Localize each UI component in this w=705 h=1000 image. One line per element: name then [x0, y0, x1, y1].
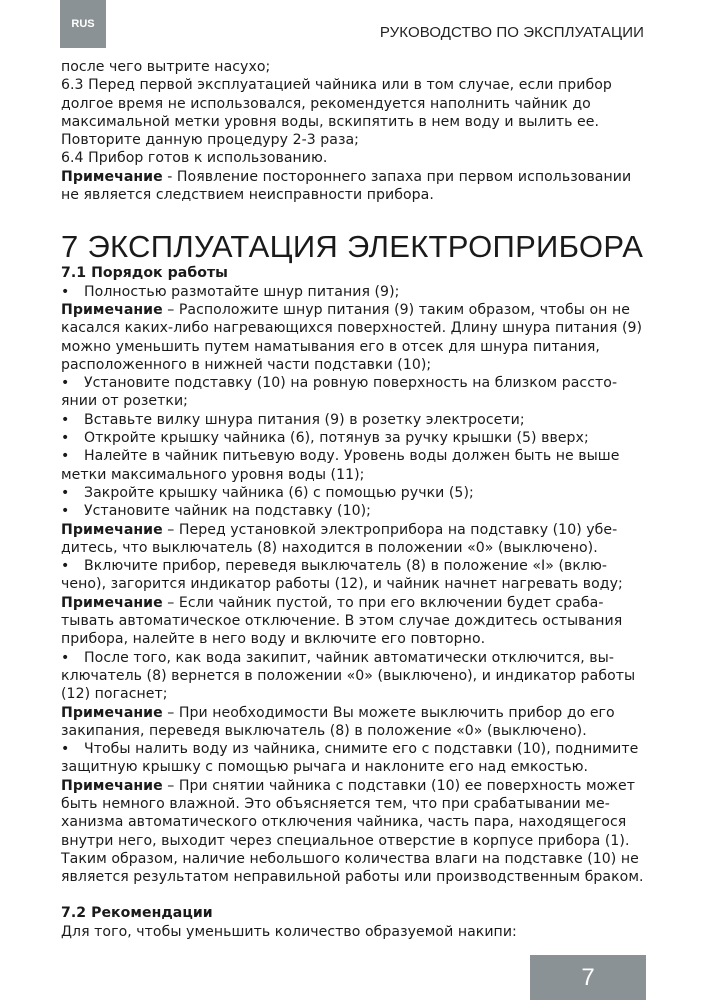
- note-paragraph: [61, 301, 646, 374]
- bullet-text: Налейте в чайник питьевую воду. Уровень воды должен быть не выше метки максимального уровня воды (11);: [61, 448, 620, 483]
- bullet-item: [61, 557, 646, 594]
- note-label: Примечание: [61, 704, 163, 721]
- bullet-item: [61, 740, 646, 777]
- bullet-icon: •: [61, 741, 70, 758]
- note-text: – При необходимости Вы можете выключить прибор до его закипания, переведя выключатель (8) в положение «0» (выключено).: [61, 704, 615, 739]
- bullet-text: Чтобы налить воду из чайника, снимите его с подставки (10), поднимите защитную крышку с помощью рычага и наклоните его над емкостью.: [61, 741, 639, 776]
- note-paragraph: [61, 704, 646, 741]
- note-text: – При снятии чайника с подставки (10) ее поверхность может быть немного влажной. Это объясняется тем, что при срабатывании механизма автоматического отключения чайника, часть пара, находящегося внутри него, выходит через специальное отверстие в корпусе прибора (1). Таким образом, наличие небольшого количества влаги на подставке (10) не является результатом неправильной работы или производственным браком.: [61, 777, 644, 886]
- page-number: 7: [530, 955, 646, 1000]
- bullet-text: После того, как вода закипит, чайник автоматически отключится, выключатель (8) вернется в положении «0» (выключено), и индикатор работы (12) погаснет;: [61, 649, 636, 703]
- bullet-icon: •: [61, 375, 70, 392]
- instruction-list: [61, 283, 646, 887]
- note-text: – Если чайник пустой, то при его включении будет срабатывать автоматическое отключение. В этом случае дождитесь остывания прибора, налейте в него воду и включите его повторно.: [61, 594, 623, 648]
- bullet-icon: •: [61, 503, 70, 520]
- header-title: РУКОВОДСТВО ПО ЭКСПЛУАТАЦИИ: [379, 24, 644, 41]
- bullet-item: [61, 411, 646, 429]
- note-paragraph: [61, 777, 646, 887]
- intro-line: 6.4 Прибор готов к использованию.: [61, 150, 328, 167]
- body-line: Для того, чтобы уменьшить количество образуемой накипи:: [61, 923, 517, 940]
- bullet-item: [61, 429, 646, 447]
- bullet-item: [61, 447, 646, 484]
- bullet-icon: •: [61, 430, 70, 447]
- note-text: – Перед установкой электроприбора на подставку (10) убедитесь, что выключатель (8) находится в положении «0» (выключено).: [61, 521, 618, 556]
- section-title: 7 ЭКСПЛУАТАЦИЯ ЭЛЕКТРОПРИБОРА: [61, 229, 644, 265]
- bullet-icon: •: [61, 484, 70, 501]
- intro-note: [61, 168, 646, 205]
- note-label: Примечание: [61, 521, 163, 538]
- bullet-icon: •: [61, 283, 70, 300]
- note-label: Примечание: [61, 168, 163, 185]
- bullet-item: [61, 484, 646, 502]
- bullet-item: [61, 283, 646, 301]
- bullet-text: Закройте крышку чайника (6) с помощью ручки (5);: [84, 484, 474, 501]
- bullet-text: Полностью размотайте шнур питания (9);: [84, 283, 400, 300]
- note-text: – Расположите шнур питания (9) таким образом, чтобы он не касался каких-либо нагревающихся поверхностей. Длину шнура питания (9) можно уменьшить путем наматывания его в отсек для шнура питания, расположенного в нижней части подставки (10);: [61, 301, 643, 373]
- bullet-icon: •: [61, 411, 70, 428]
- intro-line: после чего вытрите насухо;: [61, 59, 271, 75]
- note-label: Примечание: [61, 594, 163, 611]
- note-label: Примечание: [61, 301, 163, 318]
- bullet-text: Откройте крышку чайника (6), потянув за ручку крышки (5) вверх;: [84, 430, 589, 447]
- note-paragraph: [61, 521, 646, 558]
- bullet-item: [61, 502, 646, 520]
- bullet-icon: •: [61, 448, 70, 465]
- bullet-item: [61, 374, 646, 411]
- bullet-text: Установите подставку (10) на ровную поверхность на близком расстоянии от розетки;: [61, 375, 618, 410]
- bullet-text: Вставьте вилку шнура питания (9) в розетку электросети;: [84, 411, 525, 428]
- bullet-icon: •: [61, 558, 70, 575]
- bullet-text: Установите чайник на подставку (10);: [84, 503, 371, 520]
- page-content: [61, 58, 646, 941]
- language-tab: RUS: [60, 0, 106, 48]
- note-label: Примечание: [61, 777, 163, 794]
- bullet-item: [61, 649, 646, 704]
- bullet-icon: •: [61, 649, 70, 666]
- subsection-title: 7.1 Порядок работы: [61, 265, 228, 282]
- intro-line: 6.3 Перед первой эксплуатацией чайника или в том случае, если прибор долгое время не использовался, рекомендуется наполнить чайник до максимальной метки уровня воды, вскипятить в нем воду и вылить ее. Повторите данную процедуру 2-3 раза;: [61, 77, 612, 149]
- note-paragraph: [61, 594, 646, 649]
- note-text: - Появление постороннего запаха при первом использовании не является следствием неисправности прибора.: [61, 168, 632, 204]
- subsection-title: 7.2 Рекомендации: [61, 905, 213, 922]
- bullet-text: Включите прибор, переведя выключатель (8) в положение «I» (включено), загорится индикатор работы (12), и чайник начнет нагревать воду;: [61, 558, 623, 593]
